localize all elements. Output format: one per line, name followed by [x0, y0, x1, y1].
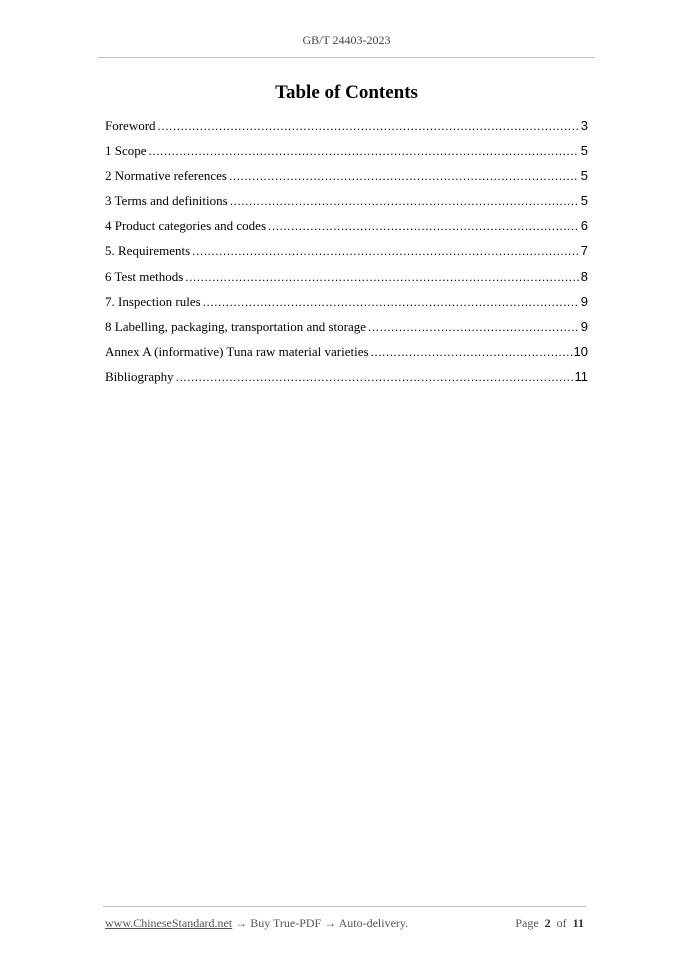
- toc-entry-page: 10: [573, 343, 588, 359]
- arrow-right-icon: →: [324, 916, 337, 930]
- page-label: Page: [515, 916, 539, 930]
- footer-promo: [105, 916, 408, 931]
- toc-entry-page: 3: [580, 118, 588, 133]
- toc-leader-dots: [229, 167, 579, 185]
- toc-entry-requirements[interactable]: [105, 242, 588, 267]
- toc-entry-page: 9: [580, 293, 588, 309]
- toc-entry-foreword[interactable]: [105, 117, 588, 142]
- toc-leader-dots: [149, 142, 579, 160]
- toc-leader-dots: [230, 192, 579, 210]
- promo-delivery-text: Auto-delivery.: [338, 916, 409, 930]
- toc-entry-label: 7. Inspection rules: [105, 293, 201, 309]
- toc-leader-dots: [192, 242, 579, 260]
- toc-title: Table of Contents: [275, 82, 418, 103]
- toc-entry-annex-a[interactable]: [105, 343, 588, 368]
- toc-entry-label: 6 Test methods: [105, 268, 184, 284]
- toc-entry-labelling[interactable]: [105, 318, 588, 343]
- toc-entry-page: 11: [574, 368, 588, 384]
- toc-entry-label: 3 Terms and definitions: [105, 193, 228, 209]
- toc-entry-page: 6: [580, 218, 588, 234]
- toc-leader-dots: [158, 117, 579, 135]
- toc-entry-label: 5. Requirements: [105, 243, 191, 259]
- toc-leader-dots: [371, 343, 572, 361]
- toc-entry-label: Annex A (informative) Tuna raw material varieties: [105, 343, 369, 359]
- toc-entry-label: 8 Labelling, packaging, transportation and storage: [105, 318, 367, 334]
- header-divider: [98, 57, 595, 58]
- toc-entry-bibliography[interactable]: [105, 368, 588, 393]
- page-total: 11: [572, 916, 584, 930]
- toc-entry-page: 5: [580, 143, 588, 159]
- toc-entry-page: 5: [580, 168, 588, 184]
- toc-entry-page: 5: [580, 193, 588, 209]
- toc-entry-label: Foreword: [105, 118, 156, 133]
- footer-divider: [103, 906, 586, 907]
- page-footer: [105, 916, 584, 931]
- toc-leader-dots: [203, 293, 579, 311]
- toc-entry-label: 2 Normative references: [105, 168, 227, 184]
- page-of: of: [556, 916, 567, 930]
- toc-entry-label: 1 Scope: [105, 143, 147, 159]
- promo-buy-text: Buy True-PDF: [250, 916, 322, 930]
- table-of-contents: [105, 117, 588, 393]
- toc-leader-dots: [268, 217, 579, 235]
- toc-entry-label: 4 Product categories and codes: [105, 218, 267, 234]
- toc-entry-product-categories[interactable]: [105, 217, 588, 242]
- toc-leader-dots: [185, 268, 578, 286]
- toc-entry-label: Bibliography: [105, 368, 174, 384]
- toc-entry-normative-references[interactable]: [105, 167, 588, 192]
- document-id: GB/T 24403-2023: [302, 33, 391, 47]
- toc-entry-page: 7: [580, 243, 588, 259]
- toc-entry-page: 8: [580, 268, 588, 284]
- toc-entry-page: 9: [580, 318, 588, 334]
- arrow-right-icon: →: [235, 916, 248, 930]
- toc-entry-terms-definitions[interactable]: [105, 192, 588, 217]
- toc-entry-scope[interactable]: [105, 142, 588, 167]
- toc-leader-dots: [176, 368, 573, 386]
- page-header: [98, 33, 595, 48]
- toc-leader-dots: [368, 318, 579, 336]
- toc-entry-inspection-rules[interactable]: [105, 293, 588, 318]
- site-link[interactable]: www.ChineseStandard.net: [105, 916, 233, 930]
- page-current: 2: [544, 916, 551, 930]
- toc-entry-test-methods[interactable]: [105, 268, 588, 293]
- page-number: [515, 916, 584, 931]
